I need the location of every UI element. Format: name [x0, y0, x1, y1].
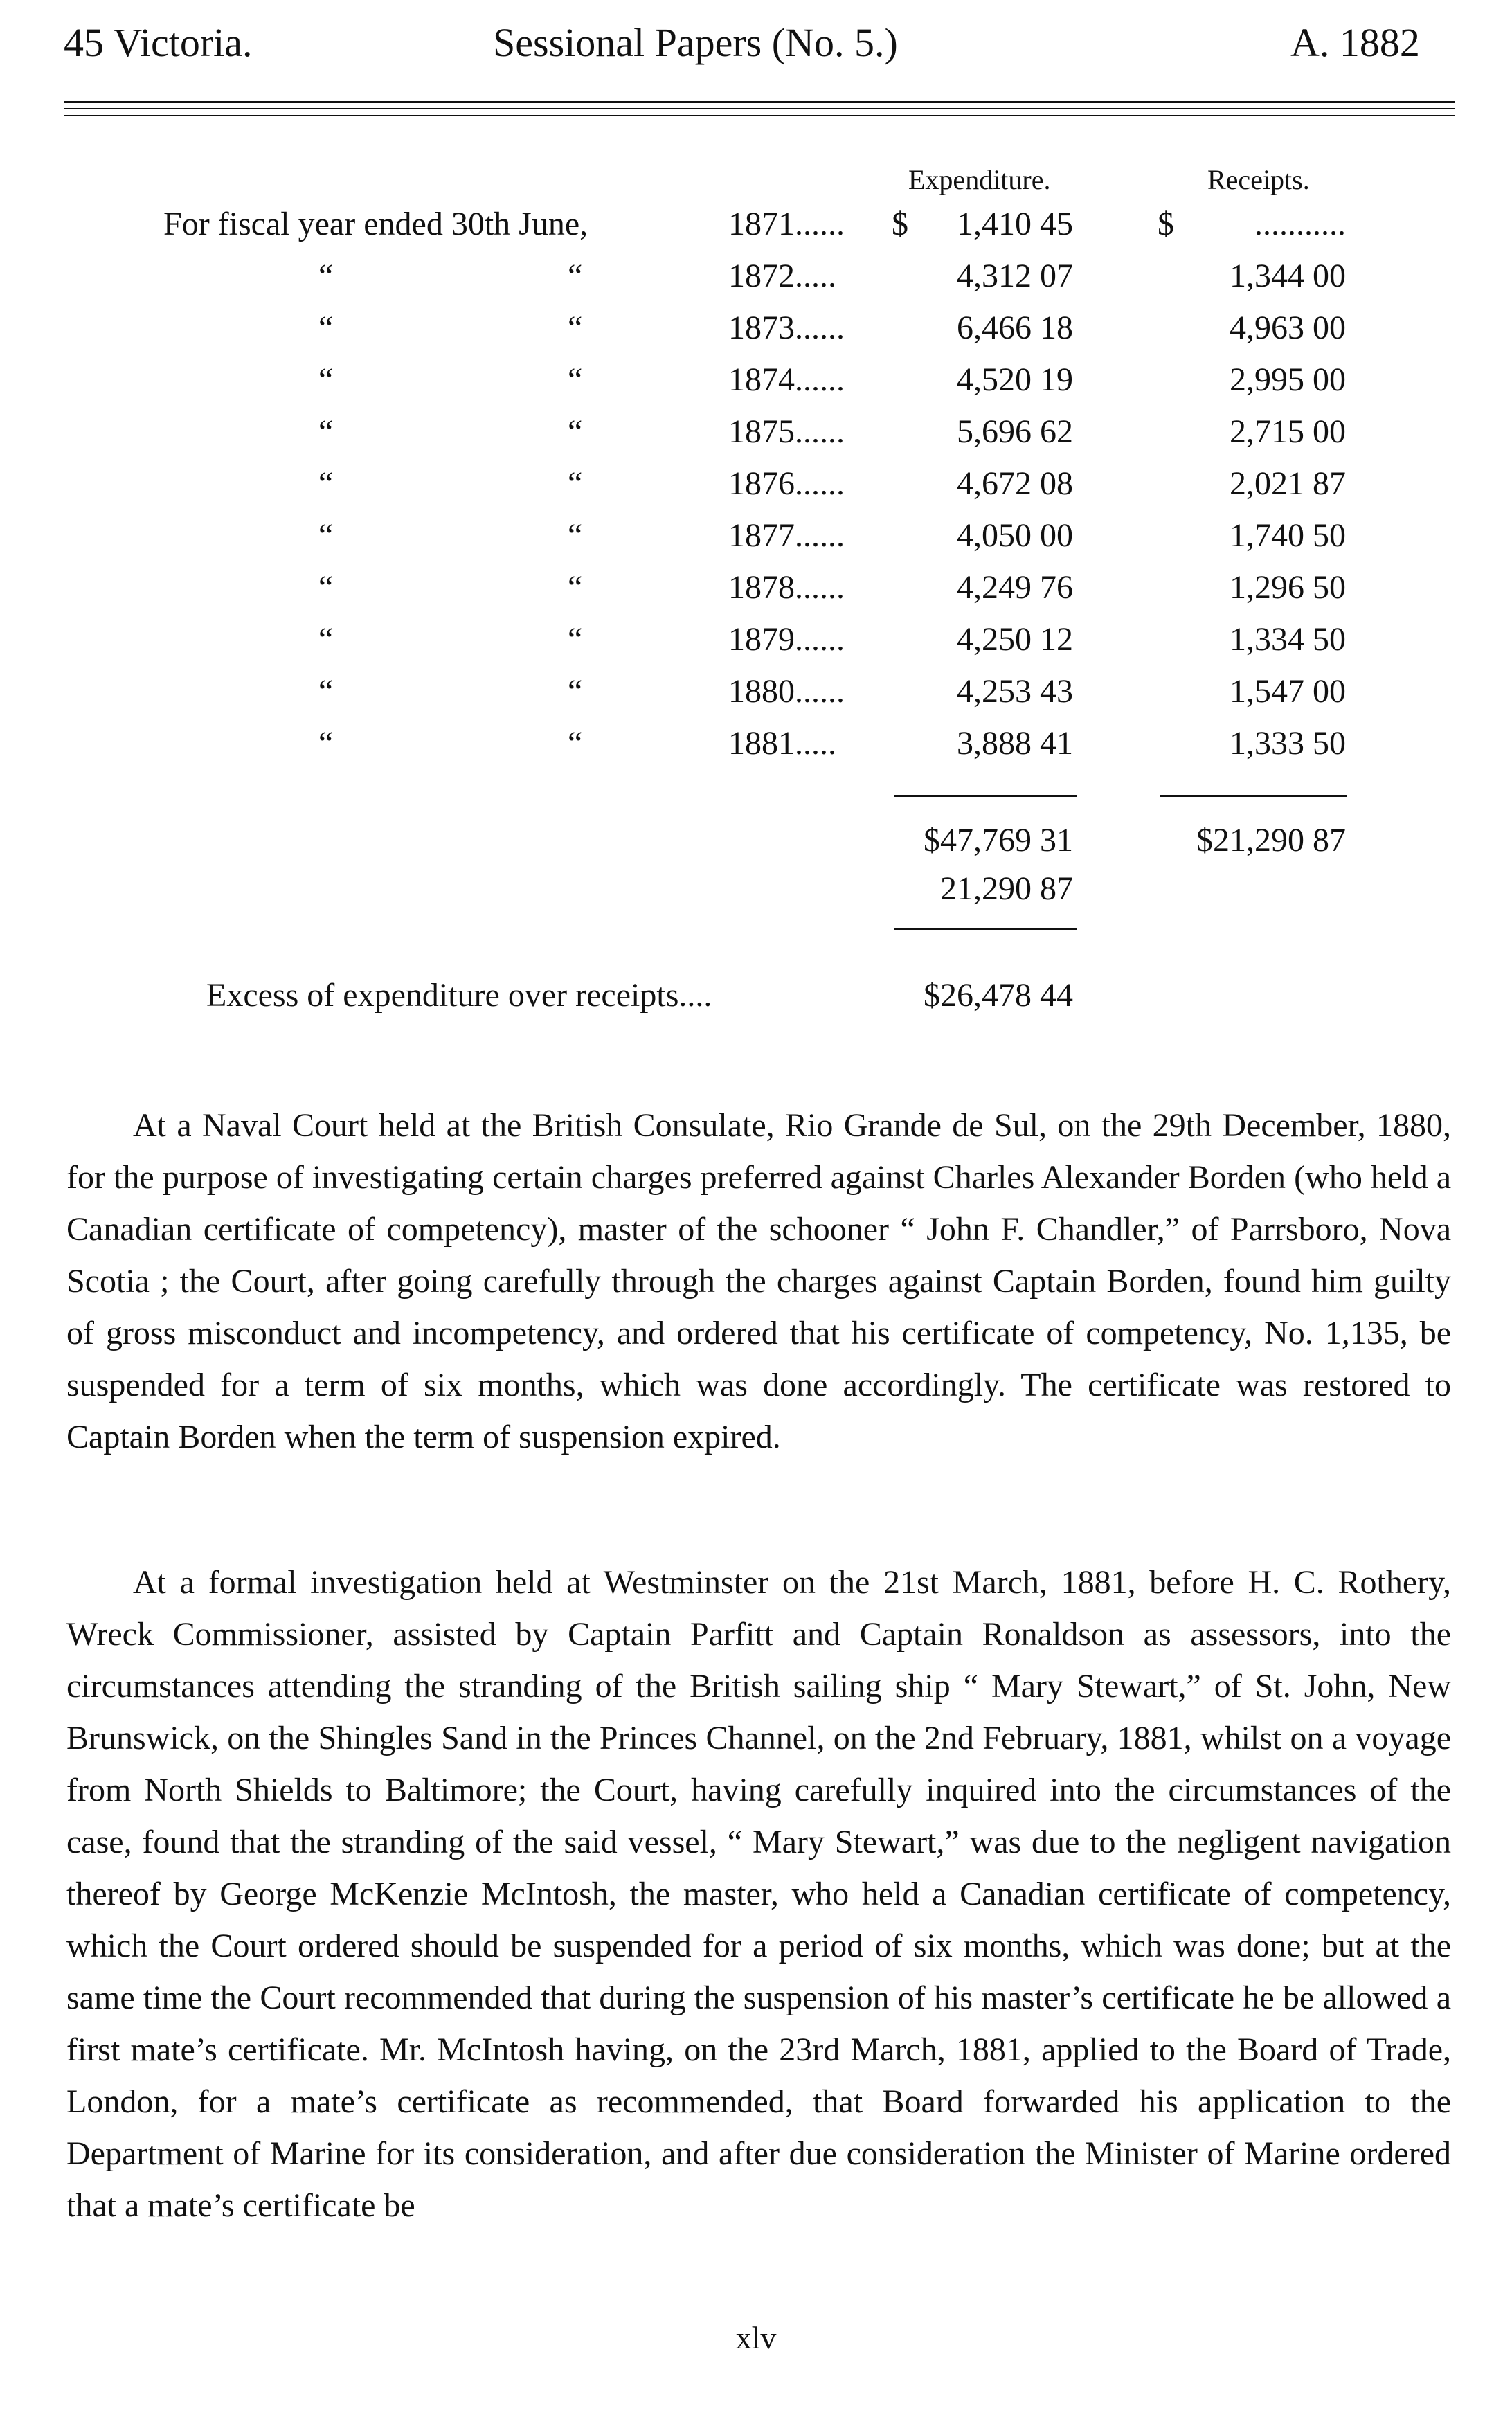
ditto-mark: “ [568, 621, 583, 658]
expenditure-value: 4,250 12 [957, 621, 1073, 658]
ditto-mark: “ [318, 465, 334, 502]
table-row [0, 672, 1512, 721]
sum-rule [894, 795, 1077, 797]
ditto-mark: “ [568, 465, 583, 502]
expenditure-value: 4,312 07 [957, 258, 1073, 294]
excess-value: $26,478 44 [924, 977, 1073, 1014]
sum-rule [1160, 795, 1347, 797]
column-header-expenditure: Expenditure. [908, 164, 1051, 195]
paragraph-formal-investigation: At a formal investigation held at Westminster on the 21st March, 1881, before H. C. Rothery, Wreck Commissioner, assisted by Captain Parfitt and Captain Ronaldson as assessors, into the circumstances attending the stranding of the British sailing ship “ Mary Stewart,” of St. John, New Brunswick, on the Shingles Sand in the Princes Channel, on the 2nd February, 1881, whilst on a voyage from North Shields to Baltimore; the Court, having carefully inquired into the circumstances of the case, found that the stranding of the said vessel, “ Mary Stewart,” was due to the negligent navigation thereof by George McKenzie McIntosh, the master, who held a Canadian certificate of competency, which the Court ordered should be suspended for a period of six months, which was done; but at the same time the Court recommended that during the suspension of his master’s certificate he be allowed a first mate’s certificate. Mr. McIntosh having, on the 23rd March, 1881, applied to the Board of Trade, London, for a mate’s certificate as recommended, that Board forwarded his application to the Department of Marine for its consideration, and after due consideration the Minister of Marine ordered that a mate’s certificate be [66, 1564, 1451, 2224]
receipts-value: 1,740 50 [1230, 517, 1346, 554]
ditto-mark: “ [318, 569, 334, 606]
header-rule [64, 108, 1455, 109]
ditto-mark: “ [318, 517, 334, 554]
fiscal-year: 1872..... [728, 258, 836, 294]
header-rule [64, 101, 1455, 103]
ditto-mark: “ [318, 309, 334, 346]
table-row [0, 620, 1512, 669]
receipts-value: 2,715 00 [1230, 413, 1346, 450]
expenditure-value: 4,050 00 [957, 517, 1073, 554]
table-row [0, 516, 1512, 565]
ditto-mark: “ [318, 673, 334, 710]
table-row [0, 724, 1512, 773]
total-expenditure: $47,769 31 [924, 822, 1073, 859]
table-row [0, 361, 1512, 409]
dollar-sign: $ [892, 206, 908, 242]
fiscal-year: 1875...... [728, 413, 845, 450]
paragraph-naval-court: At a Naval Court held at the British Consulate, Rio Grande de Sul, on the 29th December, 1880, for the purpose of investigating certain charges preferred against Charles Alexander Borden (who held a Canadian certificate of competency), master of the schooner “ John F. Chandler,” of Parrsboro, Nova Scotia ; the Court, after going carefully through the charges against Captain Borden, found him guilty of gross misconduct and incompetency, and ordered that his certificate of competency, No. 1,135, be suspended for a term of six months, which was done accordingly. The certificate was restored to Captain Borden when the term of suspension expired. [66, 1107, 1451, 1455]
table-row-excess [0, 976, 1512, 1025]
column-header-receipts: Receipts. [1207, 164, 1310, 195]
expenditure-value: 1,410 45 [957, 206, 1073, 242]
dollar-sign: $ [1158, 206, 1174, 242]
receipts-value: 1,333 50 [1230, 725, 1346, 762]
less-receipts: 21,290 87 [940, 870, 1073, 907]
receipts-value: 1,296 50 [1230, 569, 1346, 606]
fiscal-year: 1880...... [728, 673, 845, 710]
header-title: Sessional Papers (No. 5.) [493, 20, 898, 65]
ditto-mark: “ [568, 725, 583, 762]
receipts-value: 1,334 50 [1230, 621, 1346, 658]
expenditure-value: 5,696 62 [957, 413, 1073, 450]
receipts-value: ........... [1254, 206, 1346, 242]
ditto-mark: “ [568, 258, 583, 294]
receipts-value: 2,021 87 [1230, 465, 1346, 502]
ditto-mark: “ [568, 309, 583, 346]
excess-label: Excess of expenditure over receipts.... [206, 977, 712, 1014]
receipts-value: 1,344 00 [1230, 258, 1346, 294]
ditto-mark: “ [568, 413, 583, 450]
ditto-mark: “ [318, 725, 334, 762]
ditto-mark: “ [318, 258, 334, 294]
fiscal-year: 1878...... [728, 569, 845, 606]
expenditure-value: 4,253 43 [957, 673, 1073, 710]
expenditure-value: 3,888 41 [957, 725, 1073, 762]
ditto-mark: “ [568, 673, 583, 710]
expenditure-value: 4,672 08 [957, 465, 1073, 502]
row-label: For fiscal year ended 30th June, [163, 206, 588, 242]
receipts-value: 4,963 00 [1230, 309, 1346, 346]
fiscal-year: 1874...... [728, 361, 845, 398]
fiscal-year: 1879...... [728, 621, 845, 658]
page-number: xlv [735, 2320, 777, 2355]
receipts-value: 1,547 00 [1230, 673, 1346, 710]
ditto-mark: “ [568, 569, 583, 606]
table-row [0, 465, 1512, 513]
receipts-value: 2,995 00 [1230, 361, 1346, 398]
ditto-mark: “ [318, 621, 334, 658]
total-receipts: $21,290 87 [1196, 822, 1346, 859]
expenditure-value: 4,249 76 [957, 569, 1073, 606]
expenditure-value: 4,520 19 [957, 361, 1073, 398]
fiscal-year: 1881..... [728, 725, 836, 762]
table-row [0, 413, 1512, 461]
ditto-mark: “ [568, 361, 583, 398]
table-row-less [0, 870, 1512, 918]
header-year: A. 1882 [1290, 20, 1420, 65]
sum-rule [894, 928, 1077, 930]
table-row [0, 257, 1512, 305]
fiscal-year: 1877...... [728, 517, 845, 554]
table-row [0, 568, 1512, 617]
header-rule [64, 115, 1455, 116]
ditto-mark: “ [318, 413, 334, 450]
header-session: 45 Victoria. [64, 20, 253, 65]
table-row [0, 205, 1512, 253]
ditto-mark: “ [318, 361, 334, 398]
fiscal-year: 1876...... [728, 465, 845, 502]
fiscal-year: 1873...... [728, 309, 845, 346]
table-row-total [0, 821, 1512, 870]
expenditure-value: 6,466 18 [957, 309, 1073, 346]
fiscal-year: 1871...... [728, 206, 845, 242]
table-row [0, 309, 1512, 357]
ditto-mark: “ [568, 517, 583, 554]
